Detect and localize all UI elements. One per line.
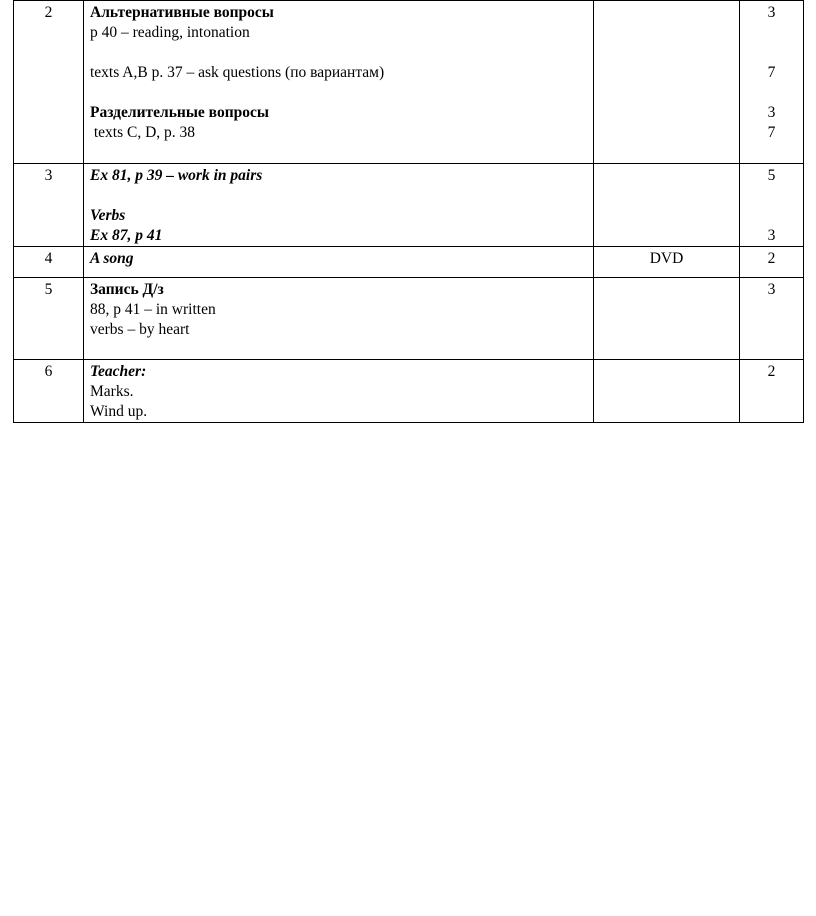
table-row bbox=[14, 1, 804, 164]
table-row bbox=[14, 247, 804, 278]
activity-cell bbox=[84, 247, 594, 278]
activity-cell bbox=[84, 1, 594, 164]
resource-cell bbox=[594, 278, 740, 360]
minutes-value: 2 bbox=[767, 250, 776, 267]
minutes-value: 2 bbox=[767, 363, 776, 380]
activity-line: Wind up. bbox=[90, 403, 148, 420]
activity-line: Marks. bbox=[90, 383, 134, 400]
activity-line bbox=[90, 186, 587, 206]
resource-cell bbox=[594, 1, 740, 164]
activity-cell bbox=[84, 360, 594, 423]
activity-line: texts C, D, p. 38 bbox=[90, 124, 196, 141]
resource-cell: DVD bbox=[594, 247, 740, 278]
minutes-value: 3 bbox=[767, 4, 776, 21]
minutes-cell bbox=[740, 278, 804, 360]
table-row bbox=[14, 278, 804, 360]
activity-line: p 40 – reading, intonation bbox=[90, 24, 250, 41]
activity-line: 88, p 41 – in written bbox=[90, 301, 216, 318]
activity-line: Разделительные вопросы bbox=[90, 104, 269, 121]
activity-cell bbox=[84, 164, 594, 247]
activity-line bbox=[90, 43, 587, 63]
lesson-plan-table bbox=[13, 0, 804, 423]
minutes-value: 7 bbox=[767, 124, 776, 141]
table-row bbox=[14, 164, 804, 247]
minutes-value: 3 bbox=[767, 227, 776, 244]
resource-cell bbox=[594, 360, 740, 423]
activity-line: texts A,B p. 37 – ask questions (по вариантам) bbox=[90, 64, 385, 81]
minutes-cell bbox=[740, 247, 804, 278]
table-row bbox=[14, 360, 804, 423]
activity-line: Teacher: bbox=[90, 363, 147, 380]
minutes-value: 7 bbox=[767, 64, 776, 81]
stage-number-cell: 5 bbox=[14, 278, 84, 360]
minutes-value: 5 bbox=[767, 167, 776, 184]
minutes-value bbox=[746, 43, 797, 63]
activity-line: Ex 87, p 41 bbox=[90, 227, 163, 244]
minutes-cell bbox=[740, 1, 804, 164]
minutes-value bbox=[746, 23, 797, 43]
activity-line: A song bbox=[90, 250, 134, 267]
activity-line: verbs – by heart bbox=[90, 321, 190, 338]
activity-line: Альтернативные вопросы bbox=[90, 4, 274, 21]
activity-line: Verbs bbox=[90, 207, 126, 224]
minutes-cell bbox=[740, 360, 804, 423]
minutes-value bbox=[746, 206, 797, 226]
minutes-cell bbox=[740, 164, 804, 247]
minutes-value: 3 bbox=[767, 104, 776, 121]
minutes-value bbox=[746, 83, 797, 103]
resource-cell bbox=[594, 164, 740, 247]
stage-number-cell: 3 bbox=[14, 164, 84, 247]
stage-number-cell: 6 bbox=[14, 360, 84, 423]
stage-number-cell: 2 bbox=[14, 1, 84, 164]
activity-line: Запись Д/з bbox=[90, 281, 164, 298]
minutes-value: 3 bbox=[767, 281, 776, 298]
activity-cell bbox=[84, 278, 594, 360]
activity-line: Ex 81, p 39 – work in pairs bbox=[90, 167, 263, 184]
stage-number-cell: 4 bbox=[14, 247, 84, 278]
minutes-value bbox=[746, 186, 797, 206]
activity-line bbox=[90, 83, 587, 103]
